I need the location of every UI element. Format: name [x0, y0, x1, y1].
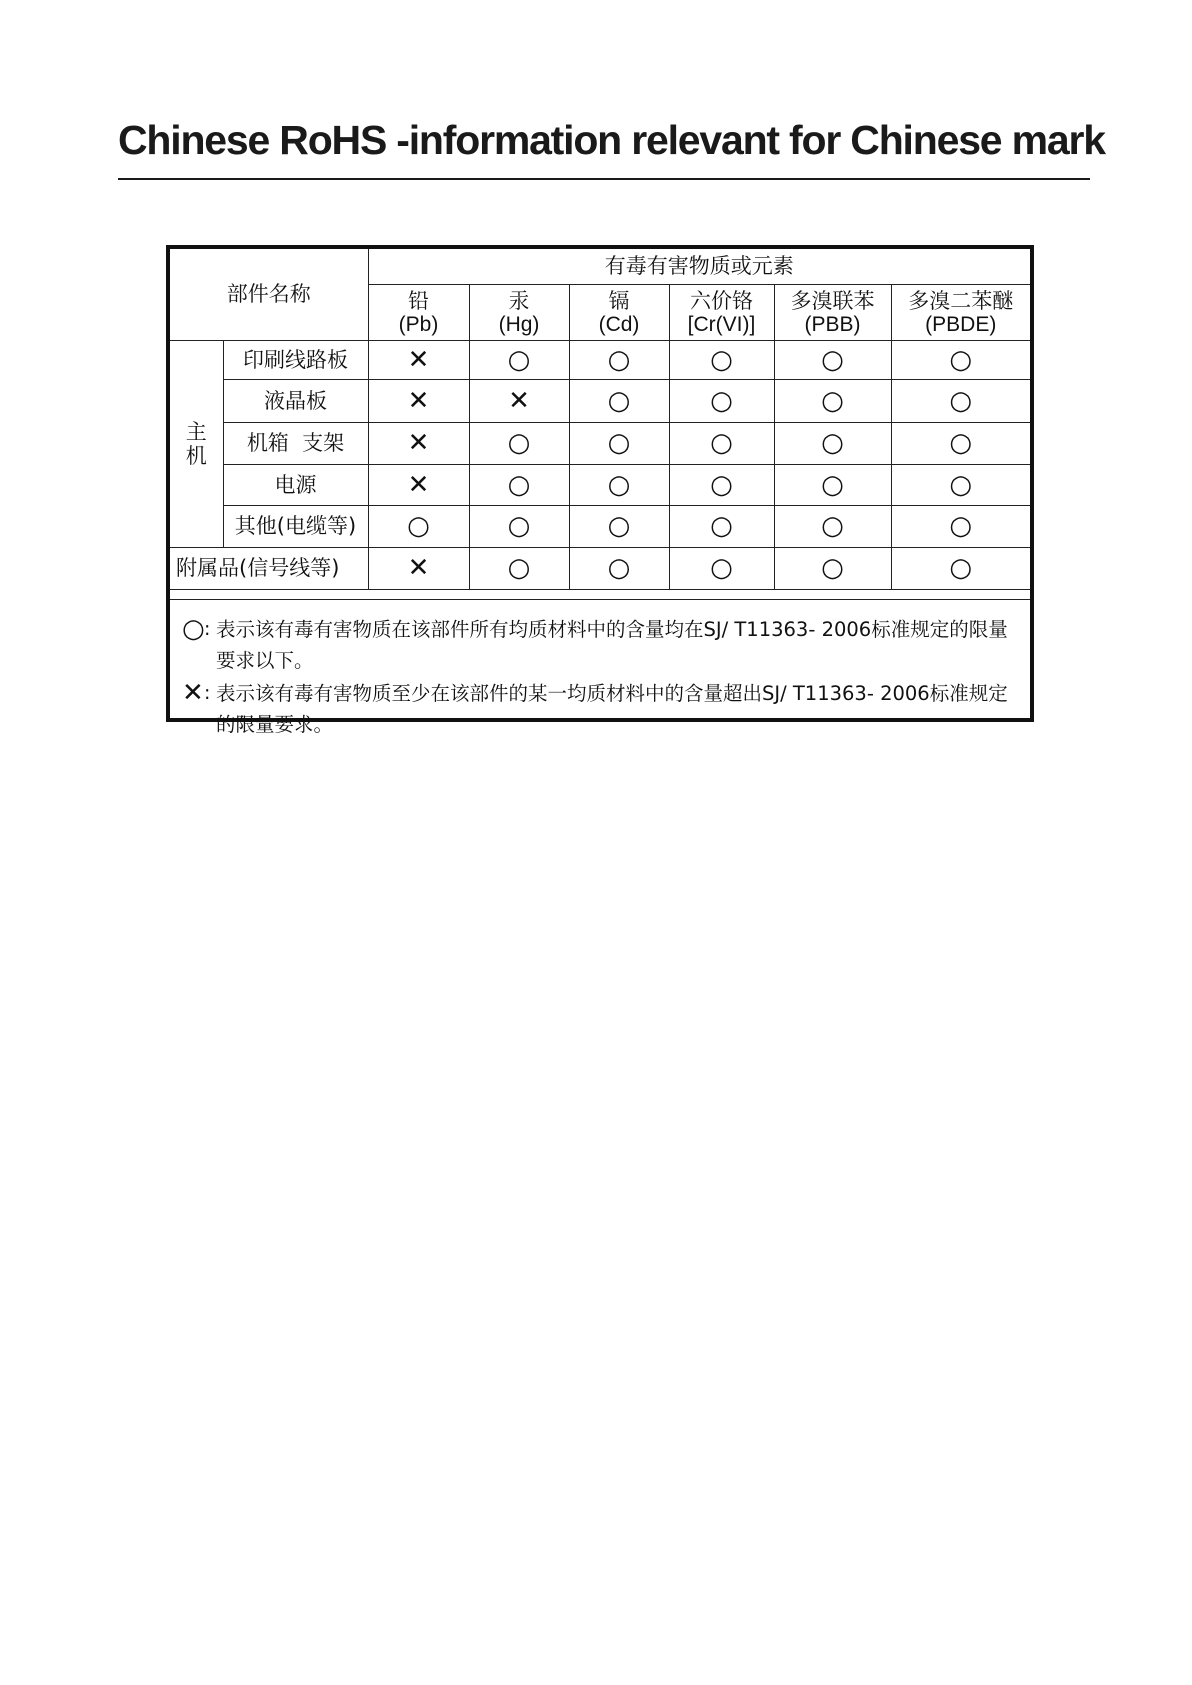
accessory-part-name: 附属品(信号线等): [170, 547, 368, 589]
mark-cell: [368, 422, 469, 464]
mark: ○: [949, 344, 973, 375]
mark-cell: [891, 340, 1030, 379]
cross-icon: ✕: [182, 678, 204, 708]
mark-cell: [469, 505, 569, 547]
mark-cell: [669, 547, 774, 589]
mark: ○: [607, 511, 631, 541]
legend-notes: [170, 599, 1030, 736]
note-text: 表示该有毒有害物质在该部件所有均质材料中的含量均在SJ/ T11363- 2006标准规定的限量要求以下。: [216, 618, 1008, 672]
mark: ○: [821, 511, 844, 541]
main-unit-label: [170, 340, 223, 547]
mark: ○: [821, 428, 844, 458]
mark: ○: [710, 553, 733, 583]
mark: ○: [949, 428, 973, 458]
mark: ○: [507, 428, 531, 458]
table-row-accessory: [170, 547, 1030, 589]
note-colon: :: [204, 682, 211, 704]
mark-cell: [774, 464, 891, 505]
table-row: [170, 422, 1030, 464]
mark-cell: [469, 422, 569, 464]
mark: ✕: [407, 428, 430, 458]
mark: ○: [821, 553, 844, 583]
mark-cell: [569, 379, 669, 422]
substance-symbol: (Cd): [598, 312, 640, 336]
mark: ✕: [407, 385, 430, 416]
mark: ○: [949, 553, 973, 583]
mark-cell: [368, 547, 469, 589]
mark-cell: [669, 422, 774, 464]
mark: ○: [949, 511, 973, 541]
substance-name: 镉: [608, 288, 630, 313]
mark: ✕: [407, 553, 430, 583]
mark: ○: [710, 469, 733, 500]
part-name: 其他(电缆等): [223, 505, 368, 547]
circle-icon: ○: [182, 614, 205, 644]
mark: ○: [607, 469, 631, 500]
mark: ○: [821, 344, 844, 375]
mark-cell: [469, 379, 569, 422]
mark-cell: [569, 340, 669, 379]
mark: ○: [407, 511, 430, 541]
substance-header: [368, 284, 469, 340]
mark-cell: [669, 464, 774, 505]
part-name-header: 部件名称: [170, 249, 368, 340]
main-unit-label-char: 机: [185, 443, 207, 468]
mark-cell: [368, 340, 469, 379]
mark: ○: [821, 385, 844, 416]
mark-cell: [669, 379, 774, 422]
mark: ○: [821, 469, 844, 500]
table-row: [170, 464, 1030, 505]
mark: ○: [710, 385, 733, 416]
title-divider: [118, 178, 1090, 180]
page-title: Chinese RoHS -information relevant for Chinese mark: [118, 117, 1105, 163]
substance-symbol: (Hg): [498, 312, 540, 336]
substance-symbol: (Pb): [398, 312, 439, 336]
part-name: 印刷线路板: [223, 340, 368, 379]
rohs-table-box: [166, 245, 1034, 736]
substance-name: 六价铬: [690, 288, 753, 313]
substance-symbol: (PBDE): [925, 312, 997, 336]
mark: ✕: [407, 469, 430, 500]
rohs-table: [170, 249, 1030, 590]
table-row: [170, 505, 1030, 547]
mark-cell: [774, 547, 891, 589]
mark: ○: [607, 428, 631, 458]
table-row: [170, 379, 1030, 422]
mark-cell: [774, 340, 891, 379]
mark: ○: [710, 511, 733, 541]
part-name: 机箱 支架: [223, 422, 368, 464]
substance-name: 汞: [508, 288, 530, 313]
mark: ○: [949, 469, 973, 500]
main-unit-label-char: 主: [185, 419, 207, 444]
mark-cell: [774, 379, 891, 422]
mark: ○: [507, 511, 531, 541]
mark-cell: [891, 505, 1030, 547]
mark-cell: [669, 340, 774, 379]
mark: ○: [710, 344, 733, 375]
substance-symbol: (PBB): [804, 312, 861, 336]
substance-header: [891, 284, 1030, 340]
mark-cell: [368, 464, 469, 505]
substance-header: [669, 284, 774, 340]
part-name: 电源: [223, 464, 368, 505]
mark: ○: [710, 428, 733, 458]
mark-cell: [569, 464, 669, 505]
table-row: [170, 340, 1030, 379]
mark: ○: [607, 385, 631, 416]
mark-cell: [368, 379, 469, 422]
mark-cell: [774, 422, 891, 464]
mark: ○: [507, 469, 531, 500]
mark: ○: [607, 553, 631, 583]
mark-cell: [469, 547, 569, 589]
mark-cell: [891, 422, 1030, 464]
substance-name: 铅: [408, 288, 429, 313]
mark-cell: [774, 505, 891, 547]
mark-cell: [891, 547, 1030, 589]
substance-name: 多溴联苯: [790, 288, 875, 313]
mark: ✕: [407, 344, 430, 375]
note-colon: :: [204, 618, 211, 640]
hazardous-substances-header: 有毒有害物质或元素: [368, 249, 1030, 284]
mark-cell: [569, 547, 669, 589]
mark-cell: [569, 505, 669, 547]
mark-cell: [891, 379, 1030, 422]
header-row-top: [170, 249, 1030, 284]
substance-header: [469, 284, 569, 340]
note-text: 表示该有毒有害物质至少在该部件的某一均质材料中的含量超出SJ/ T11363- 2006标准规定的限量要求。: [216, 682, 1008, 736]
substance-name: 多溴二苯醚: [908, 288, 1014, 313]
mark: ○: [507, 344, 531, 375]
mark: ✕: [508, 385, 530, 416]
mark-cell: [469, 340, 569, 379]
substance-header: [569, 284, 669, 340]
part-name: 液晶板: [223, 379, 368, 422]
mark: ○: [607, 344, 631, 375]
mark: ○: [507, 553, 531, 583]
mark-cell: [669, 505, 774, 547]
mark-cell: [469, 464, 569, 505]
mark-cell: [891, 464, 1030, 505]
mark: ○: [949, 385, 973, 416]
substance-symbol: [Cr(VI)]: [687, 312, 756, 336]
note-circle: [182, 614, 1022, 676]
mark-cell: [569, 422, 669, 464]
note-cross: [182, 678, 1022, 740]
substance-header: [774, 284, 891, 340]
mark-cell: [368, 505, 469, 547]
